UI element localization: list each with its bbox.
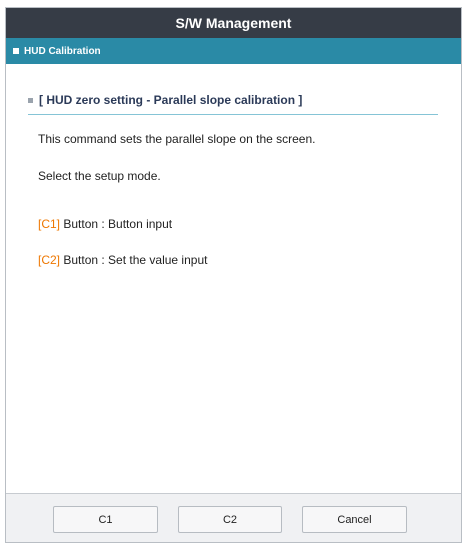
- square-bullet-icon: [13, 48, 19, 54]
- option-c1: [38, 217, 172, 231]
- option-c1-text: Button : Button input: [60, 217, 173, 231]
- content-area: [6, 64, 461, 494]
- command-heading-text: [ HUD zero setting - Parallel slope calibration ]: [39, 93, 303, 107]
- description-text: This command sets the parallel slope on the screen.: [38, 132, 316, 146]
- instruction-text: Select the setup mode.: [38, 169, 161, 183]
- window-title: S/W Management: [175, 15, 292, 31]
- square-bullet-icon: [28, 98, 33, 103]
- cancel-button[interactable]: Cancel: [302, 506, 407, 533]
- c2-button[interactable]: C2: [178, 506, 282, 533]
- option-c2-text: Button : Set the value input: [60, 253, 208, 267]
- section-title: HUD Calibration: [24, 45, 101, 57]
- c1-button[interactable]: C1: [53, 506, 158, 533]
- section-header: [6, 38, 461, 64]
- button-bar: [6, 493, 461, 542]
- window-titlebar: [6, 8, 461, 38]
- option-c1-key: [C1]: [38, 217, 61, 231]
- sw-management-window: [5, 7, 462, 543]
- option-c2-key: [C2]: [38, 253, 61, 267]
- option-c2: [38, 253, 207, 267]
- command-heading: [28, 92, 438, 115]
